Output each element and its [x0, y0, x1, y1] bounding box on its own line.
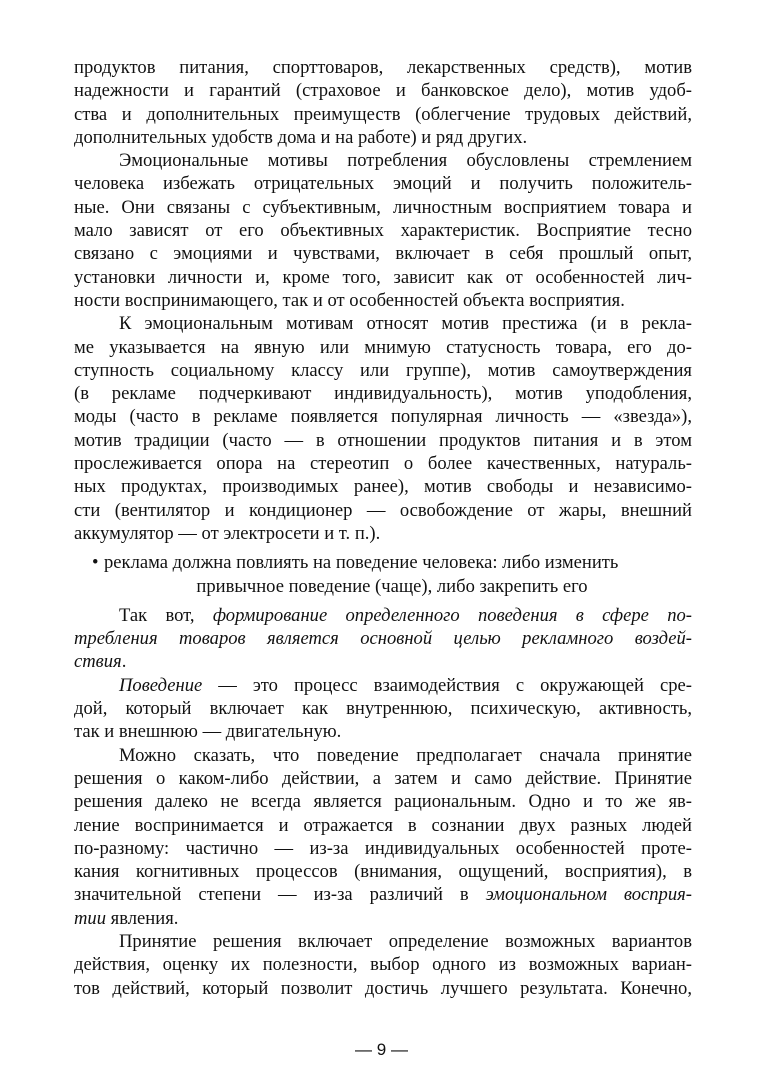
text-line: установки личности и, кроме того, зависит как от особенностей лич-: [74, 266, 692, 288]
body-text: [74, 56, 692, 1000]
bullet-item: [74, 551, 692, 598]
bullet-text: привычное поведение (чаще), либо закрепить его: [196, 575, 588, 597]
text-run: .: [121, 651, 127, 673]
text-line: Можно сказать, что поведение предполагает сначала принятие: [119, 744, 692, 766]
text-run: явления.: [106, 907, 179, 929]
paragraph-motive-list: [74, 312, 692, 545]
text-line: моды (часто в рекламе появляется популярная личность — «звезда»),: [74, 406, 692, 428]
paragraph-decision-making: [74, 930, 692, 1000]
text-line: связано с эмоциями и чувствами, включает в себя прошлый опыт,: [74, 243, 692, 265]
text-line: прослеживается опора на стереотип о более качественных, натураль-: [74, 453, 692, 475]
emphasis-text: ствия: [74, 651, 122, 673]
text-line: ление воспринимается и отражается в сознании двух разных людей: [74, 814, 692, 836]
bullet-text: реклама должна повлиять на поведение человека: либо изменить: [104, 552, 619, 574]
emphasis-text: формирование определенного поведения в сфере по-: [212, 604, 693, 626]
text-line: человека избежать отрицательных эмоций и получить положитель-: [74, 173, 692, 195]
text-line: мало зависят от его объективных характеристик. Восприятие тесно: [74, 220, 692, 242]
text-line: аккумулятор — от электросети и т. п.).: [74, 522, 381, 544]
paragraph-behavior-definition: [74, 674, 692, 744]
text-line: по-разному: частично — из-за индивидуальных особенностей проте-: [74, 837, 692, 859]
term-behavior: Поведение: [119, 674, 203, 696]
text-line: дой, который включает как внутреннюю, психическую, активность,: [74, 698, 692, 720]
paragraph-main-goal: [74, 604, 692, 674]
text-line: ме указывается на явную или мнимую статусность товара, его до-: [74, 336, 692, 358]
text-line: действия, оценку их полезности, выбор одного из возможных вариан-: [74, 954, 692, 976]
text-line: решения далеко не всегда является рациональным. Одно и то же яв-: [74, 791, 692, 813]
text-line: сти (вентилятор и кондиционер — освобождение от жары, внешний: [74, 499, 692, 521]
text-line: (в рекламе подчеркивают индивидуальность), мотив уподобления,: [74, 383, 692, 405]
text-run: — это процесс взаимодействия с окружающей сре-: [202, 674, 692, 696]
text-line: кания когнитивных процессов (внимания, ощущений, восприятия), в: [74, 861, 692, 883]
text-line: так и внешнюю — двигательную.: [74, 721, 342, 743]
bullet-icon: •: [92, 552, 99, 574]
text-line: тов действий, который позволит достичь лучшего результата. Конечно,: [74, 977, 692, 999]
paragraph-continuation: [74, 56, 692, 149]
text-line: ных продуктах, производимых ранее), мотив свободы и независимо-: [74, 476, 692, 498]
emphasis-text: эмоциональном восприя-: [485, 884, 692, 906]
text-line: продуктов питания, спорттоваров, лекарственных средств), мотив: [74, 57, 692, 78]
text-run: Так вот,: [119, 604, 213, 626]
text-line: решения о каком-либо действии, а затем и само действие. Принятие: [74, 767, 692, 789]
paragraph-emotional-motives: [74, 149, 692, 312]
text-line: ства и дополнительных преимуществ (облегчение трудовых действий,: [74, 103, 692, 125]
text-line: надежности и гарантий (страховое и банковское дело), мотив удоб-: [74, 80, 692, 102]
text-line: мотив традиции (часто — в отношении продуктов питания и в этом: [74, 429, 692, 451]
text-line: Эмоциональные мотивы потребления обусловлены стремлением: [119, 150, 692, 172]
paragraph-decision: [74, 744, 692, 930]
text-line: ные. Они связаны с субъективным, личностным восприятием товара и: [74, 196, 692, 218]
text-line: Принятие решения включает определение возможных вариантов: [119, 930, 692, 952]
text-line: дополнительных удобств дома и на работе) и ряд других.: [74, 126, 528, 148]
text-run: значительной степени — из-за различий в: [74, 884, 486, 906]
text-line: К эмоциональным мотивам относят мотив престижа (и в рекла-: [119, 313, 692, 335]
emphasis-text: тии: [74, 907, 107, 929]
page-number: — 9 —: [355, 1040, 408, 1059]
text-line: ности воспринимающего, так и от особенностей объекта восприятия.: [74, 289, 625, 311]
text-line: ступность социальному классу или группе), мотив самоутверждения: [74, 359, 692, 381]
emphasis-text: требления товаров является основной целью рекламного воздей-: [74, 628, 692, 650]
